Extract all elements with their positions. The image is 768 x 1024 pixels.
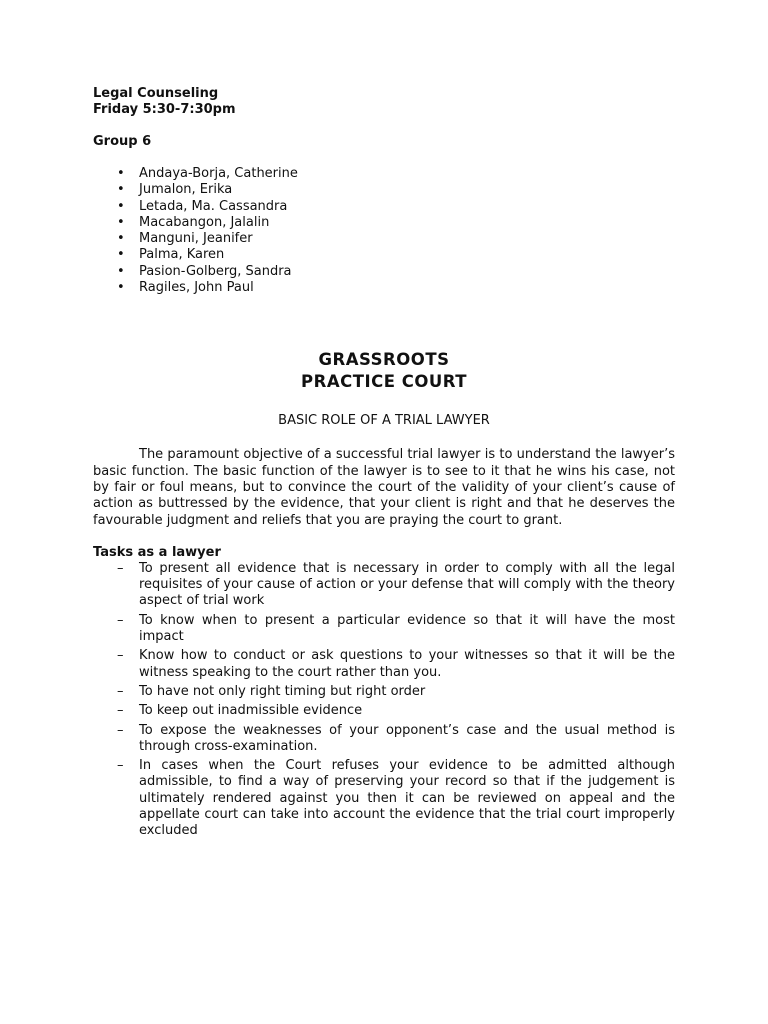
bullet-icon: • [117,214,125,230]
member-name: Macabangon, Jalalin [139,214,270,230]
member-name: Jumalon, Erika [139,182,233,198]
task-text: To expose the weaknesses of your opponent’s case and the usual method is through cross-examination. [139,722,675,754]
member-name: Manguni, Jeanifer [139,231,253,247]
list-item [93,166,675,182]
document-title [93,349,675,393]
dash-icon: – [117,758,124,774]
task-text: In cases when the Court refuses your evidence to be admitted although admissible, to find a way of preserving your record so that if the judgement is ultimately rendered against you then it can be reviewed on appeal and the appellate court can take into account the evidence that the trial court improperly excluded [139,758,675,839]
task-text: To know when to present a particular evidence so that it will have the most impact [139,612,675,645]
title-line-2: PRACTICE COURT [301,372,467,392]
task-text: To have not only right timing but right order [139,683,426,699]
body-paragraph: The paramount objective of a successful trial lawyer is to understand the lawyer’s basic function. The basic function of the lawyer is to see to it that he wins his case, not by fair or foul means, but to convince the court of the validity of your client’s cause of action as buttressed by the evidence, that your client is right and that he deserves the favourable judgment and reliefs that you are praying the court to grant. [93,447,675,528]
task-text: To keep out inadmissible evidence [139,703,363,719]
task-text: Know how to conduct or ask questions to your witnesses so that it will be the witness speaking to the court rather than you. [139,648,675,680]
list-item [93,684,675,700]
tasks-list [93,561,675,840]
list-item [93,264,675,280]
title-line-1: GRASSROOTS [318,350,450,370]
group-label: Group 6 [93,134,152,149]
course-title: Legal Counseling [93,86,219,101]
tasks-heading: Tasks as a lawyer [93,544,221,560]
list-item [93,613,675,646]
bullet-icon: • [117,263,125,279]
member-name: Letada, Ma. Cassandra [139,198,288,214]
member-name: Palma, Karen [139,247,225,263]
member-name: Pasion-Golberg, Sandra [139,263,292,279]
list-item [93,703,675,719]
dash-icon: – [117,703,124,719]
bullet-icon: • [117,166,125,181]
list-item [93,561,675,610]
class-schedule: Friday 5:30-7:30pm [93,102,236,117]
list-item [93,723,675,756]
list-item [93,280,675,296]
dash-icon: – [117,612,124,628]
member-name: Ragiles, John Paul [139,280,254,296]
list-item [93,182,675,198]
bullet-icon: • [117,247,125,263]
bullet-icon: • [117,198,125,214]
bullet-icon: • [117,280,125,296]
dash-icon: – [117,683,124,699]
list-item [93,648,675,681]
dash-icon: – [117,722,124,738]
list-item [93,215,675,231]
member-name: Andaya-Borja, Catherine [139,166,298,181]
bullet-icon: • [117,182,125,198]
list-item [93,758,675,839]
task-text: To present all evidence that is necessary in order to comply with all the legal requisites of your cause of action or your defense that will comply with the theory aspect of trial work [139,560,675,609]
section-heading: BASIC ROLE OF A TRIAL LAWYER [278,413,490,429]
list-item [93,231,675,247]
bullet-icon: • [117,231,125,247]
dash-icon: – [117,648,124,664]
member-list [93,166,675,296]
dash-icon: – [117,560,124,576]
list-item [93,199,675,215]
list-item [93,247,675,263]
